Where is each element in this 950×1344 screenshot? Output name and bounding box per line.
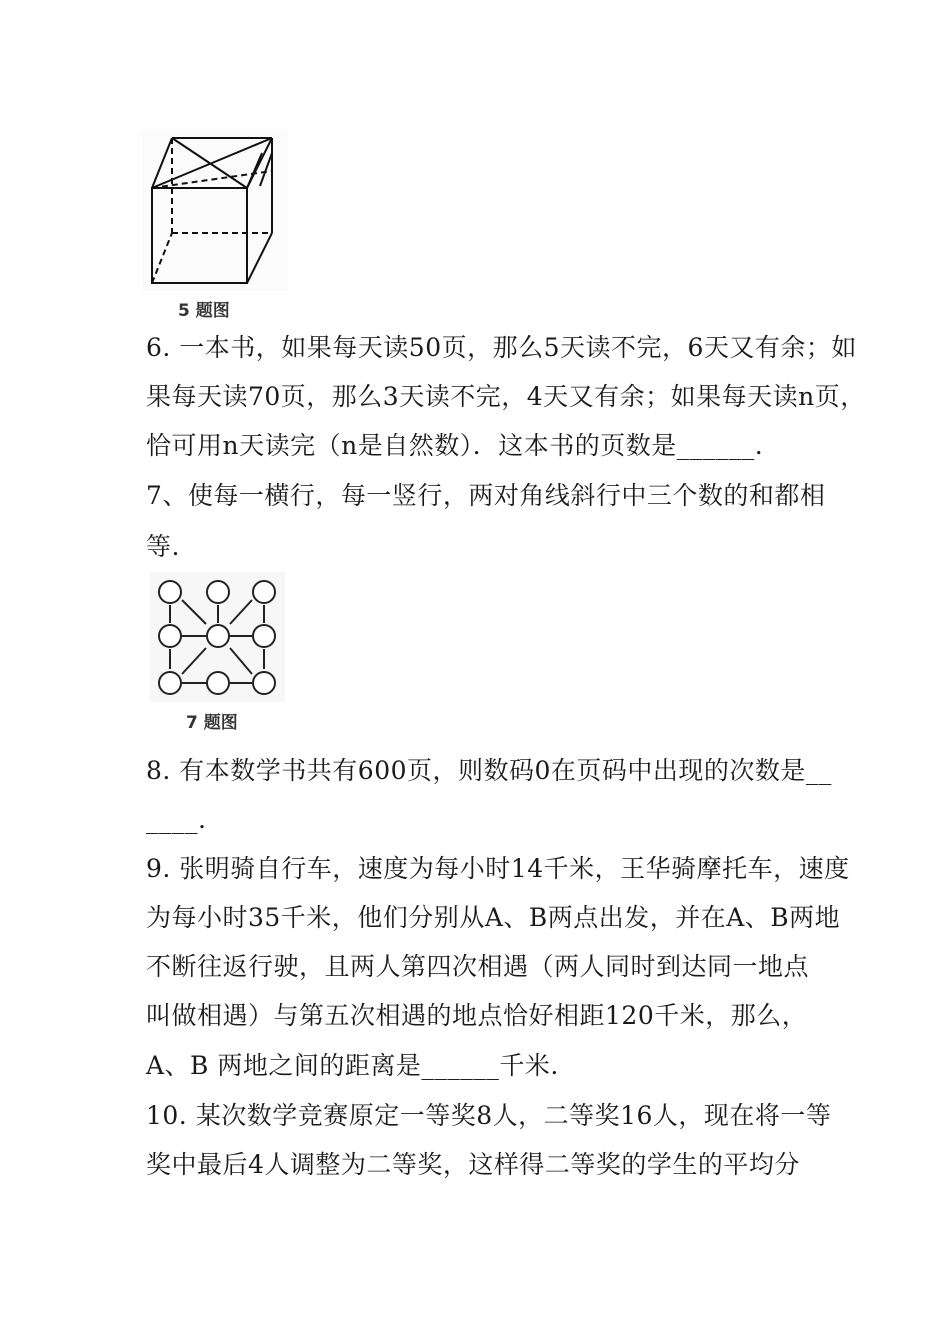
circle-grid-figure [150, 572, 285, 702]
grid-caption: 7 题图 [186, 713, 238, 733]
cube-figure [140, 128, 290, 293]
q9-line-1: 9. 张明骑自行车，速度为每小时14千米，王华骑摩托车，速度 [146, 854, 850, 883]
q6-line-1: 6. 一本书，如果每天读50页，那么5天读不完，6天又有余；如 [146, 333, 857, 362]
q7-line-1: 7、使每一横行，每一竖行，两对角线斜行中三个数的和都相 [146, 481, 826, 510]
q7-line-2: 等. [146, 532, 180, 561]
q6-line-3: 恰可用n天读完（n是自然数）．这本书的页数是______. [146, 431, 764, 460]
q8-line-1: 8. 有本数学书共有600页，则数码0在页码中出现的次数是__ [146, 756, 832, 785]
q10-line-1: 10. 某次数学竞赛原定一等奖8人，二等奖16人，现在将一等 [146, 1101, 832, 1130]
q6-line-2: 果每天读70页，那么3天读不完，4天又有余；如果每天读n页， [146, 382, 866, 411]
q9-line-2: 为每小时35千米，他们分别从A、B两点出发，并在A、B两地 [146, 903, 841, 932]
q10-line-2: 奖中最后4人调整为二等奖，这样得二等奖的学生的平均分 [146, 1150, 800, 1179]
q9-line-4: 叫做相遇）与第五次相遇的地点恰好相距120千米，那么， [146, 1001, 808, 1030]
cube-caption: 5 题图 [178, 301, 230, 321]
q9-line-5: A、B 两地之间的距离是______千米. [146, 1051, 559, 1080]
q9-line-3: 不断往返行驶，且两人第四次相遇（两人同时到达同一地点 [146, 952, 810, 981]
q8-line-2: ____. [146, 805, 207, 834]
